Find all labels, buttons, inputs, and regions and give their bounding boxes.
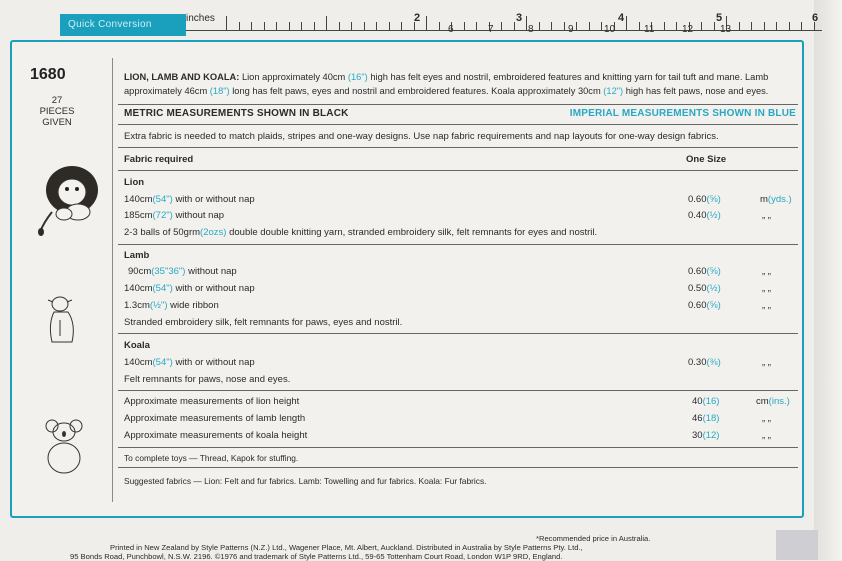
- lion-heading: Lion: [124, 177, 145, 188]
- size-label: One Size: [686, 154, 727, 165]
- cm-scale: [420, 24, 820, 38]
- cm-number: 8: [528, 24, 534, 35]
- ruler-tick: [376, 22, 377, 30]
- lamb-fabric-row: 140cm(54") with or without nap: [124, 283, 255, 294]
- ruler-number: 4: [618, 12, 625, 24]
- ruler-tick: [301, 22, 302, 30]
- lion-qty: 0.60(⅝): [688, 194, 721, 205]
- ruler-tick: [276, 22, 277, 30]
- koala-heading: Koala: [124, 340, 150, 351]
- koala-illustration: [44, 418, 86, 476]
- approx-koala-label: Approximate measurements of koala height: [124, 430, 308, 441]
- approx-lion-value: 40(16): [692, 396, 720, 407]
- approx-lamb-value: 46(18): [692, 413, 720, 424]
- lamb-ribbon-row: 1.3cm(½") wide ribbon: [124, 300, 219, 311]
- cm-number: 7: [488, 24, 494, 35]
- lion-qty: 0.40(½): [688, 210, 721, 221]
- cm-number: 12: [682, 24, 694, 35]
- lamb-illustration: [44, 294, 80, 350]
- ruler-number: 3: [516, 12, 523, 24]
- lamb-heading: Lamb: [124, 250, 150, 261]
- unit-label: „ „: [762, 283, 771, 294]
- ruler-unit: inches: [186, 13, 215, 24]
- recommended-price-note: *Recommended price in Australia.: [536, 534, 651, 543]
- approx-lamb-label: Approximate measurements of lamb length: [124, 413, 306, 424]
- unit-label: „ „: [762, 413, 771, 424]
- extra-fabric-note: Extra fabric is needed to match plaids, stripes and one-way designs. Use nap fabric requirements and nap layouts for one-way design fabrics.: [124, 131, 719, 142]
- lion-fabric-row: 140cm(54") with or without nap: [124, 194, 255, 205]
- lamb-notions-row: Stranded embroidery silk, felt remnants for paws, eyes and nostril.: [124, 317, 403, 328]
- pattern-description: LION, LAMB AND KOALA: Lion approximately 40cm (16") high has felt eyes and nostril, embroidered features and knitting yarn for tail tuft and mane. Lamb approximately 46cm (18") long has felt paws, eyes and nostril and embroidered features. Koala approximately 30cm (12") high has felt paws, nose and eyes.: [124, 72, 769, 96]
- lamb-qty: 0.50(½): [688, 283, 721, 294]
- pieces-count: 27 PIECES GIVEN: [39, 95, 75, 128]
- ruler-number: 6: [812, 12, 819, 24]
- unit-label: m(yds.): [760, 194, 792, 205]
- ruler-number: 5: [716, 12, 723, 24]
- ruler-tick: [401, 22, 402, 30]
- unit-label: „ „: [762, 210, 771, 221]
- ruler-tick: [314, 22, 315, 30]
- ruler-tick: [364, 22, 365, 30]
- pattern-number: 1680: [30, 66, 66, 83]
- ruler-tick: [264, 22, 265, 30]
- unit-label: „ „: [762, 300, 771, 311]
- koala-qty: 0.30(⅜): [688, 357, 721, 368]
- footer-line-1: Printed in New Zealand by Style Patterns (N.Z.) Ltd., Wagener Place, Mt. Albert, Auckland. Distributed in Australia by Style Patterns Pty. Ltd.,: [110, 543, 583, 552]
- unit-label: „ „: [762, 357, 771, 368]
- metric-header: METRIC MEASUREMENTS SHOWN IN BLACK: [124, 108, 349, 119]
- ruler-tick: [289, 22, 290, 30]
- ruler-tick: [351, 22, 352, 30]
- lion-fabric-row: 185cm(72") without nap: [124, 210, 225, 221]
- fabric-required-label: Fabric required: [124, 154, 194, 165]
- ruler-tick: [226, 16, 227, 30]
- cm-number: 10: [604, 24, 616, 35]
- envelope-fold: [814, 0, 842, 560]
- lamb-fabric-row: 90cm(35"36") without nap: [128, 266, 237, 277]
- footer-line-2: 95 Bonds Road, Punchbowl, N.S.W. 2196. ©1976 and trademark of Style Patterns Ltd., 59-65 Tottenham Court Road, London W1P 9RD, England.: [70, 552, 563, 561]
- lion-illustration: [38, 160, 102, 238]
- cm-number: 6: [448, 24, 454, 35]
- koala-notions-row: Felt remnants for paws, nose and eyes.: [124, 374, 291, 385]
- lamb-qty: 0.60(⅝): [688, 266, 721, 277]
- approx-koala-value: 30(12): [692, 430, 720, 441]
- quick-conversion-tab: Quick Conversion: [60, 14, 186, 36]
- ruler-tick: [251, 22, 252, 30]
- cm-number: 9: [568, 24, 574, 35]
- ruler-tick: [389, 22, 390, 30]
- imperial-header: IMPERIAL MEASUREMENTS SHOWN IN BLUE: [569, 108, 796, 119]
- price-sticker: [776, 530, 818, 560]
- cm-number: 11: [644, 24, 655, 35]
- unit-label: „ „: [762, 430, 771, 441]
- ruler-tick: [326, 16, 327, 30]
- cm-number: 13: [720, 24, 732, 35]
- ruler-tick: [339, 22, 340, 30]
- to-complete-note: To complete toys — Thread, Kapok for stuffing.: [124, 453, 299, 463]
- unit-label: „ „: [762, 266, 771, 277]
- lamb-qty: 0.60(⅝): [688, 300, 721, 311]
- unit-label: cm(ins.): [756, 396, 790, 407]
- koala-fabric-row: 140cm(54") with or without nap: [124, 357, 255, 368]
- ruler-tick: [239, 22, 240, 30]
- ruler-number: 2: [414, 12, 421, 24]
- approx-lion-label: Approximate measurements of lion height: [124, 396, 300, 407]
- lion-notions-row: 2-3 balls of 50grm(2ozs) double double knitting yarn, stranded embroidery silk, felt remnants for eyes and nostril.: [124, 227, 598, 238]
- suggested-fabrics: Suggested fabrics — Lion: Felt and fur fabrics. Lamb: Towelling and fur fabrics. Koala: Fur fabrics.: [124, 476, 487, 486]
